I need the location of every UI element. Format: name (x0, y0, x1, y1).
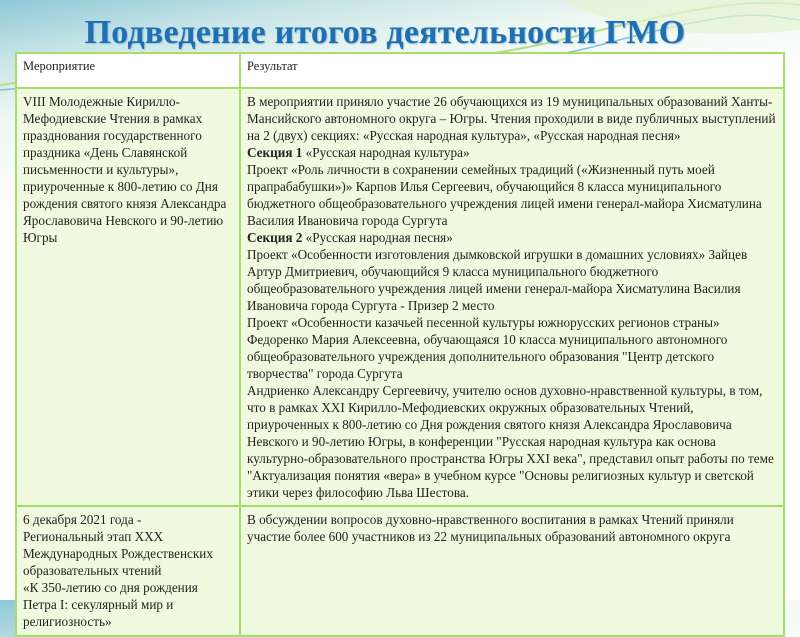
project-entry: Проект «Особенности казачьей песенной культуры южнорусских регионов страны» Федоренко Мария Алексеевна, обучающаяся 10 класса муниципального автономного общеобразовательного учреждения дополнительного образования "Центр детского творчества" города Сургута (247, 315, 728, 381)
event-name: Региональный этап XXX Международных Рождественских образовательных чтений (23, 529, 213, 578)
header-result: Результат (240, 53, 784, 88)
teacher-entry: Андриенко Александру Сергеевичу, учителю основ духовно-нравственной культуры, в том, что в рамках XXI Кирилло-Мефодиевских окружных образовательных Чтений, приуроченных к 800-летию со Дня рождения святого князя Александра Ярославовича Невского и 90-летию Югры, в конференции "Русская народная культура как основа культурно-образовательного пространства Югры XXI века", представил опыт работы по теме "Актуализация понятия «вера» в учебном курсе "Основы религиозных культур и светской этики через философию Льва Шестова. (247, 383, 774, 500)
section-label: Секция 2 (247, 230, 303, 245)
section-name: «Русская народная культура» (302, 145, 470, 160)
project-entry: Проект «Особенности изготовления дымковской игрушки в домашних условиях» Зайцев Артур Дмитриевич, обучающийся 9 класса муниципального бюджетного общеобразовательного учреждения лицей имени генерал-майора Хисматулина Василия Ивановича города Сургута - Призер 2 место (247, 247, 748, 313)
header-event: Мероприятие (16, 53, 240, 88)
result-cell: В обсуждении вопросов духовно-нравственного воспитания в рамках Чтений приняли участие более 600 участников из 22 муниципальных образований автономного округа (240, 506, 784, 636)
event-date: 6 декабря 2021 года - (23, 512, 142, 527)
event-theme: «К 350-летию со дня рождения Петра I: секулярный мир и религиозность» (23, 580, 198, 629)
result-intro: В мероприятии приняло участие 26 обучающихся из 19 муниципальных образований Ханты-Мансийского автономного округа – Югры. Чтения проходили в виде публичных выступлений на 2 (двух) секциях: «Русская народная культура», «Русская народная песня» (247, 94, 776, 143)
table-row (16, 506, 784, 636)
table-row (16, 88, 784, 506)
section-2-heading (247, 229, 777, 246)
page-title: Подведение итогов деятельности ГМО (84, 14, 686, 51)
section-name: «Русская народная песня» (302, 230, 453, 245)
project-entry: Проект «Роль личности в сохранении семейных традиций («Жизненный путь моей прапрабабушки»)» Карпов Илья Сергеевич, обучающийся 8 класса муниципального бюджетного общеобразовательного учреждения лицей имени генерал-майора Хисматулина Василия Ивановича города Сургута (247, 162, 762, 228)
results-table (15, 52, 785, 637)
event-cell: VIII Молодежные Кирилло-Мефодиевские Чтения в рамках празднования государственного праздника «День Славянской письменности и культуры», приуроченные к 800-летию со Дня рождения святого князя Александра Ярославовича Невского и 90-летию Югры (16, 88, 240, 506)
section-1-heading (247, 144, 777, 161)
result-cell (240, 88, 784, 506)
table-header-row (16, 53, 784, 88)
event-cell (16, 506, 240, 636)
section-label: Секция 1 (247, 145, 303, 160)
